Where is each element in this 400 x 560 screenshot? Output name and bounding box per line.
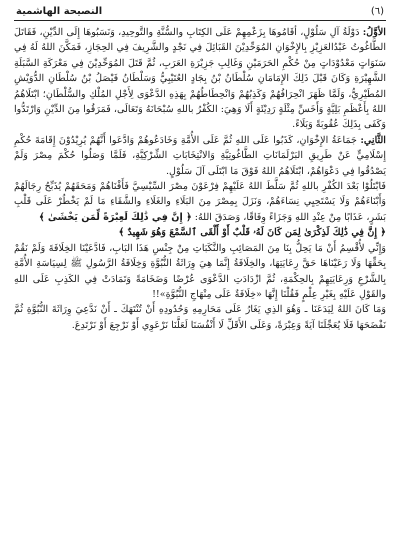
paragraph-text: جَمَاعَةُ الإِخْوَانِ، كَذَبُوا عَلَى اللهِ ثُمَّ عَلَى الأُمَّةِ وَخَادَعُوهُمْ وَادَّعَوا أَنَّهُمْ يُرِيْدُوْنَ إِقَامَةَ حُكْمِ إِسْلَامِيٍّ عَنْ طَرِيقِ البَرْلَمَانَاتِ الطَّاغُوتِيَّةِ وَالانْتِخَابَاتِ الشِّرْكِيَّةِ، فَلَمَّا وَصَلُوا حُكْمَ مِصْرَ وَلَمْ يَصْدُقُوا فِي دَعْوَاهُمْ، ابْتَلَاهُمُ اللهُ فَوْقَ مَا ابْتَلَى آلَ سَلُوْلٍ.: [14, 134, 386, 177]
quran-verse-row: [14, 225, 386, 240]
book-title: النصيحة الهاشمية: [16, 6, 103, 17]
header-rule: [14, 20, 386, 21]
paragraph-lead: الثَّانِي:: [360, 134, 386, 146]
paragraph-second: [14, 133, 386, 179]
paragraph-fourth: [14, 241, 386, 303]
quran-verse-b: ﴿ إِنَّ فِي ذَٰلِكَ لَذِكْرَىٰ لِمَن كَانَ لَهُۥ قَلْبٌ أَوْ أَلْقَى ٱلسَّمْعَ وَهُوَ شَهِيدٌ ﴾: [118, 227, 386, 239]
paragraph-text: فَابْتَلُوْا بَعْدَ الكُفْرِ باللهِ ثُمَّ سَلَّطَ اللهُ عَلَيْهِمْ فِرْعَوْنَ مِصْرَ السِّيْسِيَّ فَأَفْنَاهُمْ وَمَحَقَهُمْ يُذَبِّحُ رِجَالَهُمْ وَأَبْنَاءَهُمْ وَلَا يَسْتَحِيِي نِسَاءَهُمْ، وَنَزَلَ بِمِصْرَ مِنَ البَلَاءِ والغَلَاءِ والشَّقَاءِ مَا لَمْ يَخْطُرْ عَلَى قَلْبِ بَشَرٍ، عَذَابًا مِنْ عِنْدِ اللهِ وَجَزَاءً وِفَاقًا، وَصَدَقَ اللهُ:: [14, 181, 386, 223]
document-body: [14, 25, 386, 333]
paragraph-text: وَمَا كَانَ اللهُ لِيَدَعَنَا ـ وَهُوَ الذِي يَغَارُ عَلَى مَحَارِمِهِ وَحُدُودِهِ أَنْ تُنْتَهَكَ ـ أَنْ نَدَّعِيَ وِرَاثَةَ النُّبُوَّةِ ثُمَّ نَفْضَحَهَا فَلَا يُعَجِّلَنَا آيَةً وَعِبْرَةً، وَعَلَى الأَقَلِّ لَا أَنْفُسَنَا لَعَلَّنَا نَرْعَوِي أَوْ نَرْجِعَ أَوْ نَرْتَدِعَ.: [14, 304, 386, 331]
paragraph-text: وَإِنِّي لأُقْسِمُ أَنْ مَا يَحِلُّ بِنَا مِنَ المَصَائِبِ والنَّكَبَاتِ مِنْ جِنْسِ هَذَا البَابِ، فَادَّعَيْنَا الخِلَافَةَ وَلَمْ نَقُمْ بِحَقِّهَا وَلَا رَعَيْنَاهَا حَقَّ رِعَايَتِهَا، والخِلَافَةُ إِنَّمَا هِيَ وِرَاثَةُ النُّبُوَّةِ وَخِلَافَةُ الرَّسُولِ ﷺ لِسِيَاسَةِ الأُمَّةِ بِالشَّرْعِ وَرِعَايَتِهِمْ بِالحِكْمَةِ، ثُمَّ ازْدَادَتِ الدَّعْوَى عُرْضًا وَضَخَامَةً وَتَمَادَتْ فِي الكَذِبِ عَلَى اللهِ والقَوْلِ عَلَيْهِ بِغَيْرِ عِلْمٍ فَقُلْنَا إِنَّهَا «خِلَافَةٌ عَلَى مِنْهَاجِ النُّبُوَّةِ»!!: [14, 242, 386, 300]
paragraph-text: دَوْلَةُ آلِ سَلُوْلٍ، أقَامُوهَا بِزَعْمِهِمْ عَلَى الكِتَابِ والسُّنَّةِ والتَّوحِيدِ، وَنَسَبُوهَا إِلَى الدِّيْنِ، فَقَاتَلَ الطَّاغُوتُ عَبْدُالعَزِيْزِ بِالإِخْوَانِ المُوَحِّدِيْنَ القَبَائِلَ فِي نَجْدٍ والشَّرِيفَ فِي الحِجَازِ، فَمَكَّنَ اللهُ لَهُ فِي سَنَوَاتٍ مَعْدُوْدَاتٍ مِنْ حُكْمِ الحَرَمَيْنِ وَغَالِبِ جَزِيْرَةِ العَرَبِ، ثُمَّ قَتَلَ المُوَحِّدِيْنَ فِي مَعْرَكَةِ السَّبَلَةِ الشَّهِيْرَةِ وَكَانَ قَبْلَ ذَلِكَ الإِمَامَانِ سُلْطَانُ بْنُ بِجَادٍ العُتَيْبِيُّ وَسَلْطَانُ فَيْصَلُ بْنُ سُلْطَانِ الدُّوَيْشِ المُطَيْرِيُّ، وَلَمَّا ظَهَرَ انْحِرَافُهُمْ وَكَذِبُهُمْ وَانْحِطَاطُهُمْ بِهَذِهِ الدَّعْوَى لِأَجْلِ المُلْكِ والسُّلْطَانِ؛ ابْتَلَاهُمُ اللهُ بِأَعْظَمِ بَلِيَّةٍ وَأَخَسِّ مِثْلَةٍ رَدِيْئَةٍ أَلَا وَهِيَ: الكُفْرُ باللهِ سُبْحَانَهُ وَتَعَالَى، فَمَرَقُوا مِنَ الدِّيْنِ وَارْتَدُّوا وَكَفَى بِذَلِكَ عُقُوبَةً وَبَلَاءً.: [14, 27, 386, 131]
paragraph-first: [14, 25, 386, 133]
paragraph-lead: الأوَّلُ:: [362, 27, 386, 38]
paragraph-third: [14, 179, 386, 225]
page-number: (٦): [370, 6, 384, 17]
quran-verse-a: ﴿ إِنَّ فِي ذَٰلِكَ لَعِبْرَةً لِّمَن يَخْشَىٰ ﴾: [38, 211, 192, 223]
paragraph-fifth: [14, 302, 386, 333]
page-header: [14, 6, 386, 20]
